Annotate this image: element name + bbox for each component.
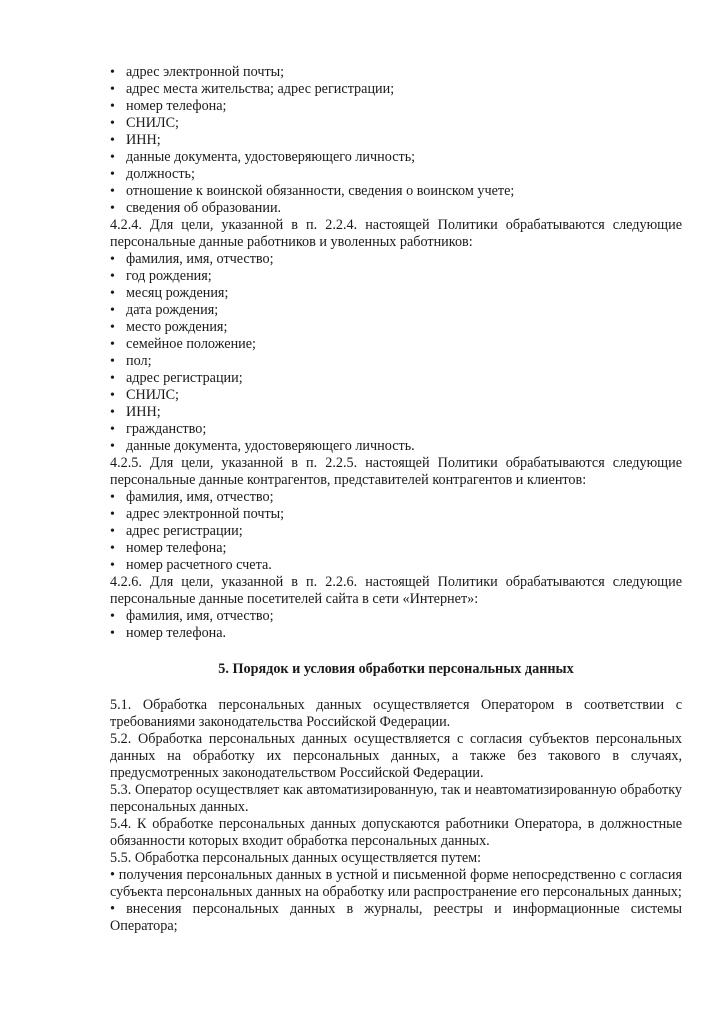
paragraph-4-2-4: 4.2.4. Для цели, указанной в п. 2.2.4. настоящей Политики обрабатываются следующие персональные данные работников и уволенных работников: <box>110 217 682 250</box>
section-5-heading: 5. Порядок и условия обработки персональных данных <box>218 661 574 677</box>
paragraph-5-5: 5.5. Обработка персональных данных осуществляется путем: <box>110 850 482 866</box>
list-item: • адрес места жительства; адрес регистрации; <box>110 81 682 98</box>
list-item: • номер телефона. <box>110 625 682 642</box>
list-site-visitors <box>110 608 682 642</box>
paragraph-4-2-6: 4.2.6. Для цели, указанной в п. 2.2.6. настоящей Политики обрабатываются следующие персональные данные посетителей сайта в сети «Интернет»: <box>110 574 682 607</box>
list-item: • ИНН; <box>110 132 682 149</box>
list-item: • гражданство; <box>110 421 682 438</box>
list-item: • адрес электронной почты; <box>110 506 682 523</box>
list-item: • сведения об образовании. <box>110 200 682 217</box>
list-item: • адрес регистрации; <box>110 370 682 387</box>
list-item: • данные документа, удостоверяющего личность. <box>110 438 682 455</box>
list-item: • должность; <box>110 166 682 183</box>
list-item: • фамилия, имя, отчество; <box>110 489 682 506</box>
paragraph-4-2-5: 4.2.5. Для цели, указанной в п. 2.2.5. настоящей Политики обрабатываются следующие персональные данные контрагентов, представителей контрагентов и клиентов: <box>110 455 682 488</box>
list-item: • отношение к воинской обязанности, сведения о воинском учете; <box>110 183 682 200</box>
list-item: • пол; <box>110 353 682 370</box>
list-employees <box>110 251 682 455</box>
list-item: • год рождения; <box>110 268 682 285</box>
list-item: • место рождения; <box>110 319 682 336</box>
paragraph-5-2: 5.2. Обработка персональных данных осуществляется с согласия субъектов персональных данных на обработку их персональных данных, а также без такового в случаях, предусмотренных законодательством Российской Федерации. <box>110 731 682 781</box>
bullet-paragraph-5-5-2: • внесения персональных данных в журналы, реестры и информационные системы Оператора; <box>110 901 682 934</box>
list-item: • ИНН; <box>110 404 682 421</box>
list-item: • СНИЛС; <box>110 387 682 404</box>
list-item: • адрес электронной почты; <box>110 64 682 81</box>
paragraph-5-3: 5.3. Оператор осуществляет как автоматизированную, так и неавтоматизированную обработку персональных данных. <box>110 782 682 815</box>
bullet-paragraph-5-5-1: • получения персональных данных в устной и письменной форме непосредственно с согласия субъекта персональных данных на обработку или распространение его персональных данных; <box>110 867 682 900</box>
list-item: • фамилия, имя, отчество; <box>110 608 682 625</box>
list-continuation <box>110 64 682 217</box>
list-item: • номер расчетного счета. <box>110 557 682 574</box>
list-item: • СНИЛС; <box>110 115 682 132</box>
list-item: • номер телефона; <box>110 98 682 115</box>
list-contractors <box>110 489 682 574</box>
paragraph-5-1: 5.1. Обработка персональных данных осуществляется Оператором в соответствии с требованиями законодательства Российской Федерации. <box>110 697 682 730</box>
list-item: • месяц рождения; <box>110 285 682 302</box>
paragraph-5-4: 5.4. К обработке персональных данных допускаются работники Оператора, в должностные обязанности которых входит обработка персональных данных. <box>110 816 682 849</box>
list-item: • фамилия, имя, отчество; <box>110 251 682 268</box>
list-item: • номер телефона; <box>110 540 682 557</box>
list-item: • дата рождения; <box>110 302 682 319</box>
list-item: • адрес регистрации; <box>110 523 682 540</box>
list-item: • семейное положение; <box>110 336 682 353</box>
list-item: • данные документа, удостоверяющего личность; <box>110 149 682 166</box>
